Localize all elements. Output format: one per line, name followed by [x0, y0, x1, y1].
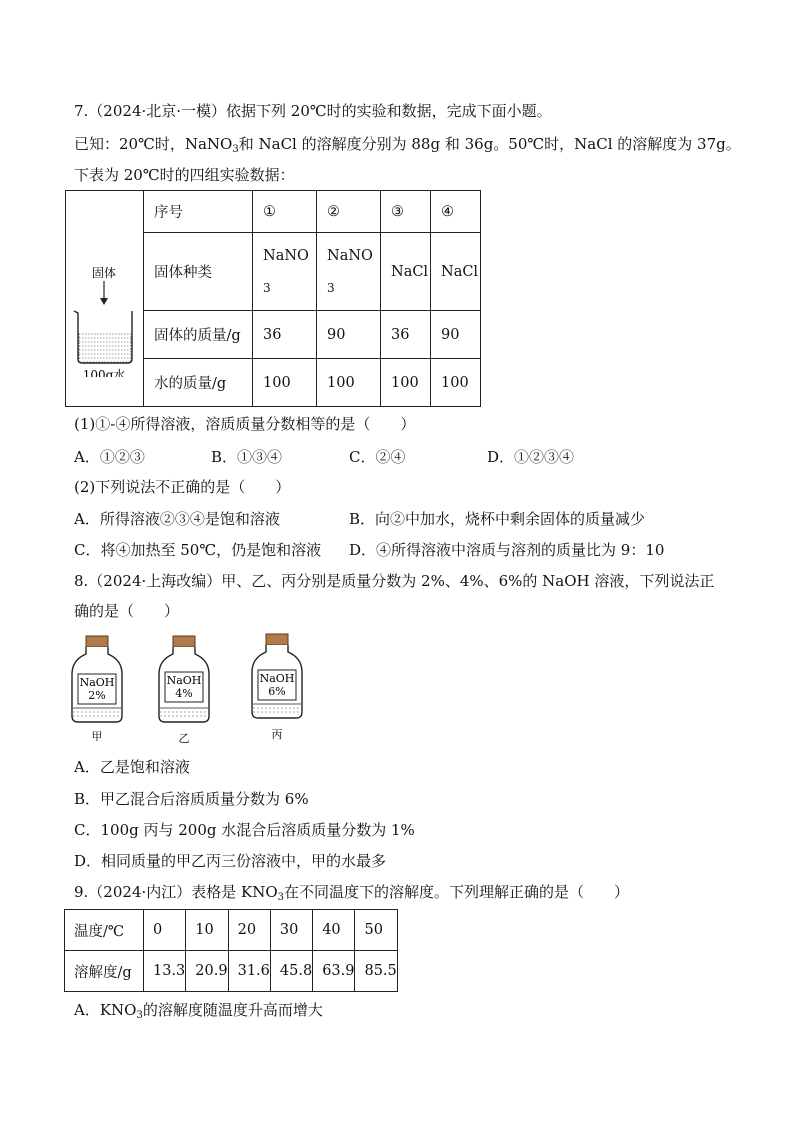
kind-1-b: 3 — [263, 280, 271, 295]
kind-1-a: NaNO — [263, 247, 309, 264]
q9-stem — [74, 882, 629, 908]
beaker-figure-cell — [66, 191, 144, 407]
mass-3: 36 — [381, 311, 431, 359]
mass-1: 36 — [253, 311, 317, 359]
bottle-jia-pct: 2% — [88, 689, 106, 702]
water-3: 100 — [381, 359, 431, 407]
mass-2: 90 — [317, 311, 381, 359]
q9-option-a-b: 的溶解度随温度升高而增大 — [142, 1001, 323, 1019]
q7-known-a: 已知：20℃时，NaNO — [74, 135, 233, 153]
temp-1: 10 — [186, 910, 228, 951]
bottle-bing-pct: 6% — [268, 685, 286, 698]
sol-4: 63.9 — [313, 951, 355, 992]
q7-known-b: 和 NaCl 的溶解度分别为 88g 和 36g。50℃时，NaCl 的溶解度为 37g。 — [238, 135, 741, 153]
q7-data-table — [65, 190, 481, 407]
bottle-bing-name: 丙 — [271, 728, 283, 741]
sol-2: 31.6 — [228, 951, 270, 992]
row-kind-label: 固体种类 — [144, 233, 253, 311]
q7-sub2-option-a: A．所得溶液②③④是饱和溶液 — [74, 510, 280, 528]
q9-option-a-sub: 3 — [136, 1010, 143, 1021]
q8-option-b: B．甲乙混合后溶质质量分数为 6% — [74, 790, 309, 808]
q8-option-c: C．100g 丙与 200g 水混合后溶质质量分数为 1% — [74, 821, 415, 839]
q7-sub2-option-b: B．向②中加水，烧杯中剩余固体的质量减少 — [349, 510, 646, 528]
water-2: 100 — [317, 359, 381, 407]
q9-stem-sub: 3 — [277, 892, 285, 903]
bottle-bing — [252, 634, 302, 741]
temp-label: 温度/℃ — [65, 910, 144, 951]
temp-3: 30 — [270, 910, 312, 951]
col-3: ③ — [381, 191, 431, 233]
q7-sub1-option-b: B．①③④ — [211, 448, 283, 466]
q8-option-a: A．乙是饱和溶液 — [74, 758, 190, 776]
sol-1: 20.9 — [186, 951, 228, 992]
temp-0: 0 — [144, 910, 186, 951]
temp-2: 20 — [228, 910, 270, 951]
figure-label-water: 100g水 — [82, 367, 126, 377]
q7-sub1-option-d: D．①②③④ — [487, 448, 575, 466]
kind-4: NaCl — [431, 233, 481, 311]
q9-stem-b: 在不同温度下的溶解度。下列理解正确的是（ ） — [284, 883, 630, 901]
q8-stem-1: 8.（2024·上海改编）甲、乙、丙分别是质量分数为 2%、4%、6%的 NaOH 溶液，下列说法正 — [74, 572, 715, 590]
bottle-yi-pct: 4% — [175, 687, 193, 700]
sol-0: 13.3 — [144, 951, 186, 992]
bottle-bing-label: NaOH — [259, 672, 295, 685]
kind-3: NaCl — [381, 233, 431, 311]
table-head-label: 序号 — [144, 191, 253, 233]
q8-option-d: D．相同质量的甲乙丙三份溶液中，甲的水最多 — [74, 852, 387, 870]
q7-sub2-option-c: C．将④加热至 50℃，仍是饱和溶液 — [74, 541, 322, 559]
q9-solubility-table — [64, 909, 398, 992]
bottle-yi — [159, 636, 209, 744]
figure-label-solid: 固体 — [91, 265, 117, 280]
mass-4: 90 — [431, 311, 481, 359]
sol-5: 85.5 — [355, 951, 397, 992]
bottle-jia-label: NaOH — [79, 676, 115, 689]
q7-sub2-stem: (2)下列说法不正确的是（ ） — [74, 478, 291, 496]
temp-5: 50 — [355, 910, 397, 951]
bottle-yi-label: NaOH — [166, 674, 202, 687]
bottle-jia — [72, 636, 122, 743]
kind-1 — [253, 233, 317, 311]
q7-sub2-option-d: D．④所得溶液中溶质与溶剂的质量比为 9：10 — [349, 541, 665, 559]
temp-4: 40 — [313, 910, 355, 951]
col-2: ② — [317, 191, 381, 233]
q8-stem-2: 确的是（ ） — [74, 602, 180, 620]
q9-option-a-a: A．KNO — [74, 1001, 137, 1019]
q7-sub1-option-c: C．②④ — [349, 448, 406, 466]
col-1: ① — [253, 191, 317, 233]
q9-option-a — [74, 1000, 323, 1026]
naoh-bottles-figure — [60, 632, 310, 744]
q7-stem: 7.（2024·北京·一模）依据下列 20℃时的实验和数据，完成下面小题。 — [74, 102, 552, 120]
kind-2 — [317, 233, 381, 311]
row-mass-label: 固体的质量/g — [144, 311, 253, 359]
water-4: 100 — [431, 359, 481, 407]
q7-sub1-stem: (1)①-④所得溶液，溶质质量分数相等的是（ ） — [74, 415, 416, 433]
bottle-yi-name: 乙 — [178, 732, 190, 744]
q7-sub1-option-a: A．①②③ — [74, 448, 145, 466]
water-1: 100 — [253, 359, 317, 407]
kind-2-b: 3 — [327, 280, 335, 295]
q7-known-sub: 3 — [232, 144, 239, 155]
sol-label: 溶解度/g — [65, 951, 144, 992]
col-4: ④ — [431, 191, 481, 233]
row-water-label: 水的质量/g — [144, 359, 253, 407]
q7-known — [74, 134, 741, 160]
bottle-jia-name: 甲 — [91, 730, 103, 743]
kind-2-a: NaNO — [327, 247, 373, 264]
q7-table-intro: 下表为 20℃时的四组实验数据： — [74, 166, 295, 184]
beaker-figure — [66, 217, 143, 377]
q9-stem-a: 9.（2024·内江）表格是 KNO — [74, 883, 278, 901]
sol-3: 45.8 — [270, 951, 312, 992]
